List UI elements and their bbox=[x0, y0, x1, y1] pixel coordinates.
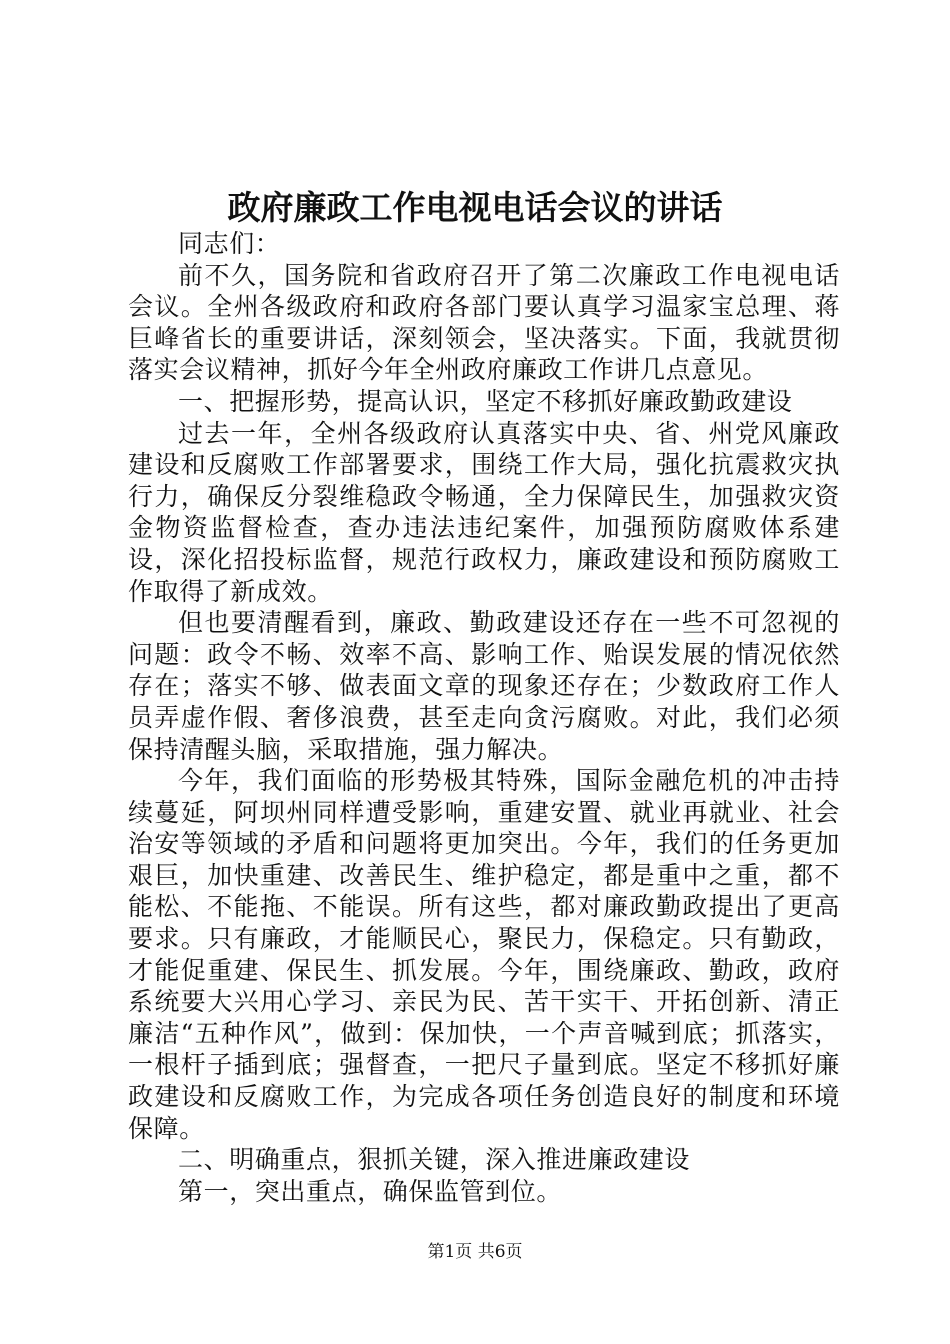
paragraph-problems: 但也要清醒看到，廉政、勤政建设还存在一些不可忽视的问题：政令不畅、效率不高、影响工作、贻误发展的情况依然存在；落实不够、做表面文章的现象还存在；少数政府工作人员弄虚作假、奢侈浪费，甚至走向贪污腐败。对此，我们必须保持清醒头脑，采取措施，强力解决。 bbox=[128, 608, 840, 764]
document-body bbox=[128, 228, 840, 1207]
paragraph-this-year: 今年，我们面临的形势极其特殊，国际金融危机的冲击持续蔓延，阿坝州同样遭受影响，重建安置、就业再就业、社会治安等领域的矛盾和问题将更加突出。今年，我们的任务更加艰巨，加快重建、改善民生、维护稳定，都是重中之重，都不能松、不能拖、不能误。所有这些，都对廉政勤政提出了更高要求。只有廉政，才能顺民心，聚民力，保稳定。只有勤政，才能促重建、保民生、抓发展。今年，围绕廉政、勤政，政府系统要大兴用心学习、亲民为民、苦干实干、开拓创新、清正廉洁“五种作风”，做到：保加快，一个声音喊到底；抓落实，一根杆子插到底；强督查，一把尺子量到底。坚定不移抓好廉政建设和反腐败工作，为完成各项任务创造良好的制度和环境保障。 bbox=[128, 766, 840, 1143]
section-heading-1: 一、把握形势，提高认识，坚定不移抓好廉政勤政建设 bbox=[178, 386, 793, 416]
paragraph-intro: 前不久，国务院和省政府召开了第二次廉政工作电视电话会议。全州各级政府和政府各部门要认真学习温家宝总理、蒋巨峰省长的重要讲话，深刻领会，坚决落实。下面，我就贯彻落实会议精神，抓好今年全州政府廉政工作讲几点意见。 bbox=[128, 260, 840, 385]
subsection-first: 第一，突出重点，确保监管到位。 bbox=[178, 1176, 563, 1206]
document-title: 政府廉政工作电视电话会议的讲话 bbox=[227, 188, 723, 227]
paragraph-past-year: 过去一年，全州各级政府认真落实中央、省、州党风廉政建设和反腐败工作部署要求，围绕工作大局，强化抗震救灾执行力，确保反分裂维稳政令畅通，全力保障民生，加强救灾资金物资监督检查，查办违法违纪案件，加强预防腐败体系建设，深化招投标监督，规范行政权力，廉政建设和预防腐败工作取得了新成效。 bbox=[128, 418, 840, 606]
page-footer: 第1页 共6页 bbox=[427, 1242, 523, 1262]
section-heading-2: 二、明确重点，狠抓关键，深入推进廉政建设 bbox=[178, 1145, 691, 1175]
salutation: 同志们： bbox=[178, 229, 281, 258]
